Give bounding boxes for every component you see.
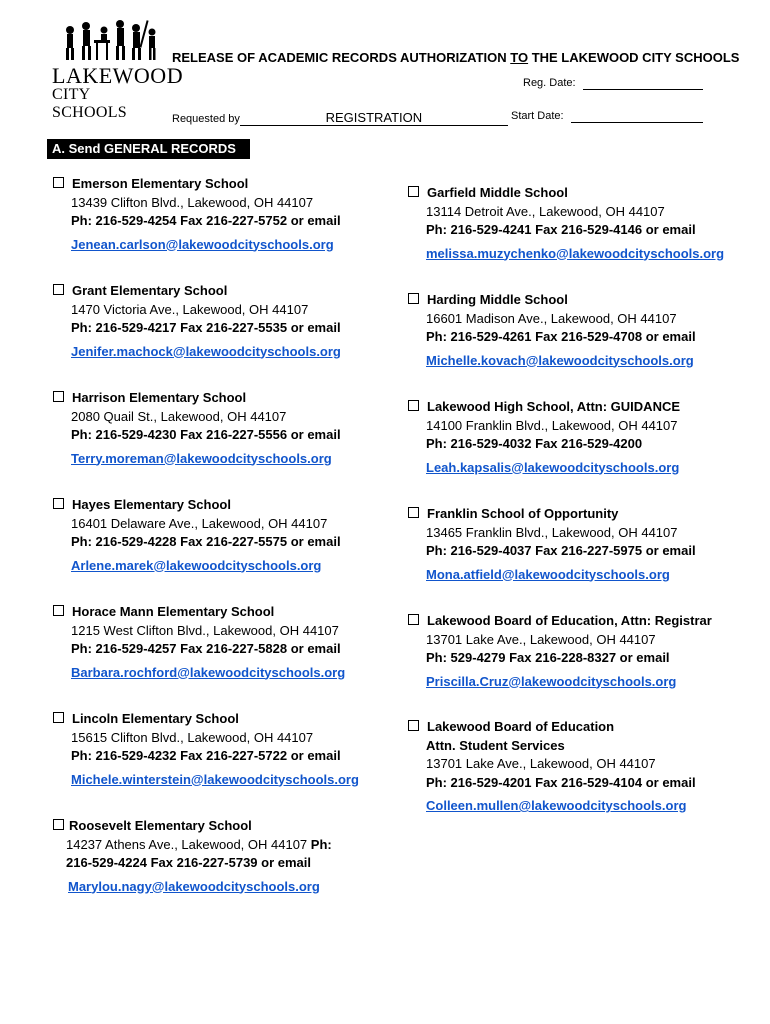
school-phone: Ph: 216-529-4241 Fax 216-529-4146 or email [426, 222, 696, 237]
school-address: 16601 Madison Ave., Lakewood, OH 44107 [426, 310, 677, 326]
school-name: Lakewood Board of Education [427, 719, 615, 734]
logo-text-city-schools: CITY SCHOOLS [52, 86, 128, 121]
school-name: Harrison Elementary School [72, 390, 247, 405]
reg-date-field[interactable] [583, 77, 703, 90]
school-phone: Ph: 216-529-4232 Fax 216-227-5722 or email [71, 748, 341, 763]
title-part-1: RELEASE OF ACADEMIC RECORDS AUTHORIZATION [172, 50, 511, 65]
school-name: Harding Middle School [427, 292, 568, 307]
school-entry-board-student-services [408, 718, 696, 816]
school-email-link[interactable]: Arlene.marek@lakewoodcityschools.org [71, 557, 322, 573]
school-phone: Ph: 216-529-4230 Fax 216-227-5556 or email [71, 427, 341, 442]
checkbox-hayes[interactable] [53, 498, 64, 509]
school-email-link[interactable]: Jenean.carlson@lakewoodcityschools.org [71, 236, 334, 252]
school-email-link[interactable]: Terry.moreman@lakewoodcityschools.org [71, 450, 332, 466]
school-name: Hayes Elementary School [72, 497, 231, 512]
checkbox-roosevelt[interactable] [53, 819, 64, 830]
school-entry-horace-mann [53, 603, 345, 682]
school-name: Garfield Middle School [427, 185, 568, 200]
checkbox-harrison[interactable] [53, 391, 64, 402]
school-address: 1470 Victoria Ave., Lakewood, OH 44107 [71, 301, 309, 317]
school-name: Lakewood High School, Attn: GUIDANCE [427, 399, 681, 414]
school-name: Emerson Elementary School [72, 176, 249, 191]
school-phone: 216-529-4224 Fax 216-227-5739 or email [66, 855, 312, 870]
school-phone: Ph: 216-529-4217 Fax 216-227-5535 or email [71, 320, 341, 335]
school-name: Franklin School of Opportunity [427, 506, 619, 521]
logo-text-lakewood: LAKEWOOD [52, 63, 184, 88]
school-phone: Ph: 216-529-4254 Fax 216-227-5752 or email [71, 213, 341, 228]
school-email-link[interactable]: Michelle.kovach@lakewoodcityschools.org [426, 352, 694, 368]
school-entry-franklin [408, 505, 696, 584]
school-name: Lincoln Elementary School [72, 711, 239, 726]
school-entry-harrison [53, 389, 341, 468]
school-entry-lincoln [53, 710, 359, 789]
school-address: 15615 Clifton Blvd., Lakewood, OH 44107 [71, 729, 314, 745]
checkbox-horace-mann[interactable] [53, 605, 64, 616]
requested-by-row [172, 110, 508, 126]
school-phone: Ph: 216-529-4037 Fax 216-227-5975 or email [426, 543, 696, 558]
page-title [172, 50, 739, 65]
school-phone: Ph: 216-529-4257 Fax 216-227-5828 or email [71, 641, 341, 656]
school-name: Horace Mann Elementary School [72, 604, 275, 619]
logo-figures-icon [60, 18, 160, 64]
school-address: 13465 Franklin Blvd., Lakewood, OH 44107 [426, 524, 678, 540]
reg-date-label: Reg. Date: [523, 77, 576, 89]
school-phone: Ph: 529-4279 Fax 216-228-8327 or email [426, 650, 670, 665]
checkbox-lincoln[interactable] [53, 712, 64, 723]
school-entry-harding [408, 291, 696, 370]
school-email-link[interactable]: Michele.winterstein@lakewoodcityschools.org [71, 771, 359, 787]
school-name: Lakewood Board of Education, Attn: Registrar [427, 613, 712, 628]
district-logo [52, 18, 184, 121]
checkbox-lakewood-high[interactable] [408, 400, 419, 411]
checkbox-board-registrar[interactable] [408, 614, 419, 625]
school-address: 13701 Lake Ave., Lakewood, OH 44107 [426, 631, 656, 647]
school-address: 2080 Quail St., Lakewood, OH 44107 [71, 408, 287, 424]
school-email-link[interactable]: Jenifer.machock@lakewoodcityschools.org [71, 343, 341, 359]
school-entry-roosevelt [53, 817, 332, 896]
school-address: 16401 Delaware Ave., Lakewood, OH 44107 [71, 515, 328, 531]
school-phone-prefix: Ph: [310, 836, 332, 852]
school-email-link[interactable]: Mona.atfield@lakewoodcityschools.org [426, 566, 670, 582]
school-address: 14237 Athens Ave., Lakewood, OH 44107 [66, 836, 311, 852]
school-entry-grant [53, 282, 341, 361]
school-address: 1215 West Clifton Blvd., Lakewood, OH 44107 [71, 622, 339, 638]
school-email-link[interactable]: melissa.muzychenko@lakewoodcityschools.org [426, 245, 725, 261]
school-entry-lakewood-high [408, 398, 680, 477]
school-entry-board-registrar [408, 612, 712, 691]
start-date-field[interactable] [571, 110, 703, 123]
checkbox-board-student-services[interactable] [408, 720, 419, 731]
school-attn: Attn. Student Services [426, 737, 565, 753]
requested-by-field[interactable] [240, 110, 508, 126]
school-email-link[interactable]: Leah.kapsalis@lakewoodcityschools.org [426, 459, 680, 475]
school-email-link[interactable]: Priscilla.Cruz@lakewoodcityschools.org [426, 673, 677, 689]
school-phone: Ph: 216-529-4261 Fax 216-529-4708 or email [426, 329, 696, 344]
school-address: 13114 Detroit Ave., Lakewood, OH 44107 [426, 203, 665, 219]
start-date-row [511, 110, 703, 123]
section-a-heading: A. Send GENERAL RECORDS to:l [47, 139, 250, 159]
checkbox-franklin[interactable] [408, 507, 419, 518]
title-part-3: THE LAKEWOOD CITY SCHOOLS [528, 50, 740, 65]
checkbox-emerson[interactable] [53, 177, 64, 188]
school-address: 13439 Clifton Blvd., Lakewood, OH 44107 [71, 194, 314, 210]
school-entry-garfield [408, 184, 724, 263]
school-name: Roosevelt Elementary School [69, 818, 252, 833]
school-email-link[interactable]: Barbara.rochford@lakewoodcityschools.org [71, 664, 346, 680]
school-entry-emerson [53, 175, 341, 254]
school-phone: Ph: 216-529-4228 Fax 216-227-5575 or email [71, 534, 341, 549]
school-entry-hayes [53, 496, 341, 575]
school-name: Grant Elementary School [72, 283, 228, 298]
requested-by-label: Requested by [172, 113, 240, 125]
checkbox-garfield[interactable] [408, 186, 419, 197]
school-address: 14100 Franklin Blvd., Lakewood, OH 44107 [426, 417, 678, 433]
school-phone: Ph: 216-529-4032 Fax 216-529-4200 [426, 436, 643, 451]
school-email-link[interactable]: Colleen.mullen@lakewoodcityschools.org [426, 798, 687, 813]
school-address: 13701 Lake Ave., Lakewood, OH 44107 [426, 756, 656, 771]
school-phone: Ph: 216-529-4201 Fax 216-529-4104 or email [426, 774, 696, 790]
title-part-to: TO [510, 50, 529, 65]
reg-date-row [523, 77, 703, 90]
requested-by-value: REGISTRATION [325, 110, 423, 125]
checkbox-grant[interactable] [53, 284, 64, 295]
start-date-label: Start Date: [511, 110, 564, 122]
school-email-link[interactable]: Marylou.nagy@lakewoodcityschools.org [68, 878, 320, 894]
checkbox-harding[interactable] [408, 293, 419, 304]
